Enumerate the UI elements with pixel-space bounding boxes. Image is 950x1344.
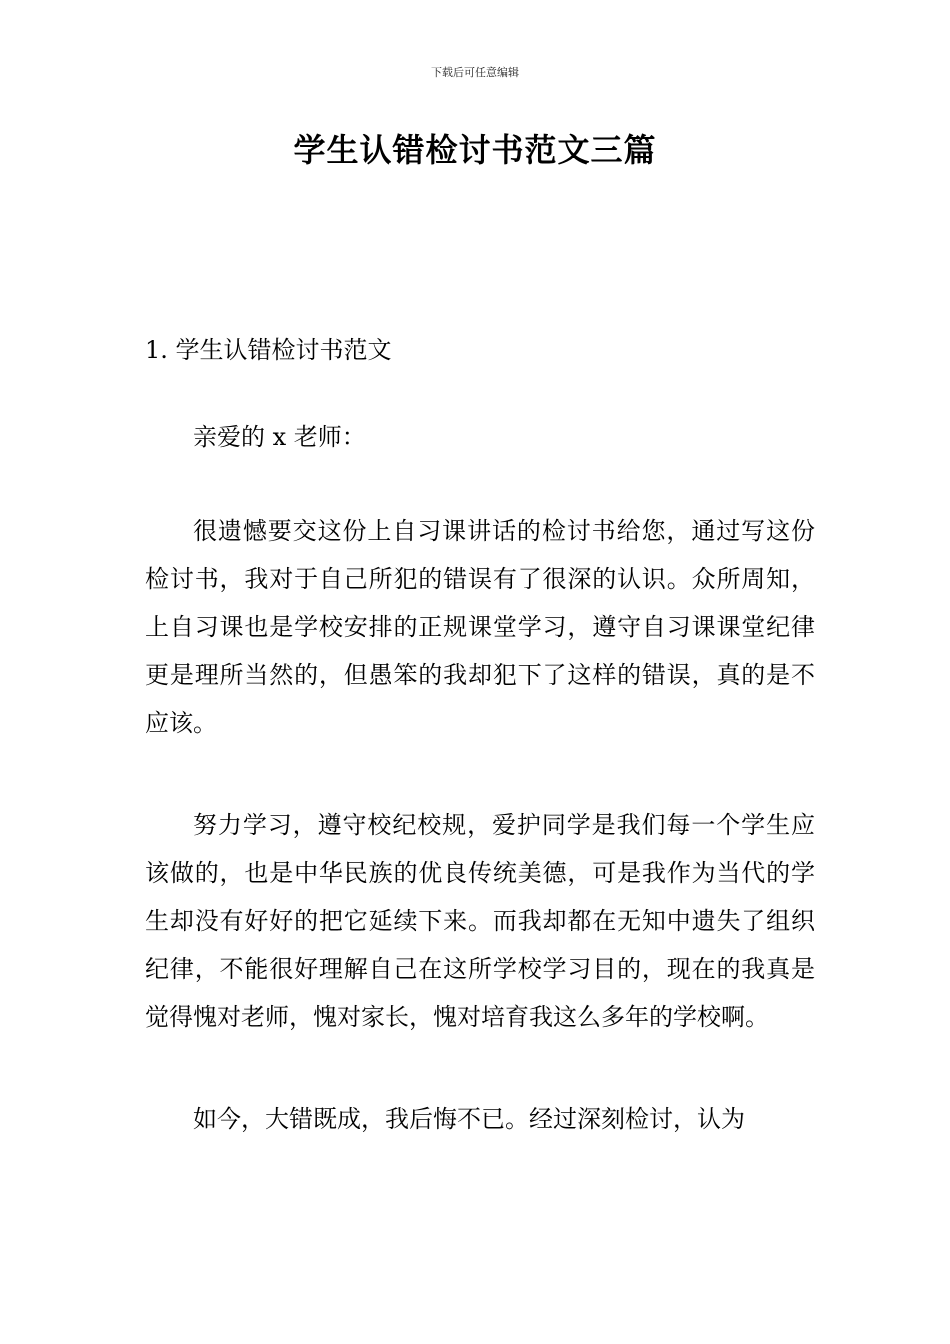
document-body: [145, 325, 815, 1143]
section-heading: 1. 学生认错检讨书范文: [145, 336, 392, 364]
document-title: 学生认错检讨书范文三篇: [293, 131, 657, 169]
header-note: 下载后可任意编辑: [431, 66, 519, 79]
greeting-line: 亲爱的 x 老师：: [193, 423, 366, 451]
body-paragraph-2: 努力学习，遵守校纪校规，爱护同学是我们每一个学生应该做的，也是中华民族的优良传统美德，可是我作为当代的学生却没有好好的把它延续下来。而我却都在无知中遗失了组织纪律，不能很好理解自己在这所学校学习目的，现在的我真是觉得愧对老师，愧对家长，愧对培育我这么多年的学校啊。: [145, 811, 815, 1031]
body-paragraph-1: 很遗憾要交这份上自习课讲话的检讨书给您，通过写这份检讨书，我对于自己所犯的错误有了很深的认识。众所周知，上自习课也是学校安排的正规课堂学习，遵守自习课课堂纪律更是理所当然的，但愚笨的我却犯下了这样的错误，真的是不应该。: [145, 517, 815, 737]
body-paragraph-3: 如今，大错既成，我后悔不已。经过深刻检讨，认为: [193, 1105, 745, 1133]
